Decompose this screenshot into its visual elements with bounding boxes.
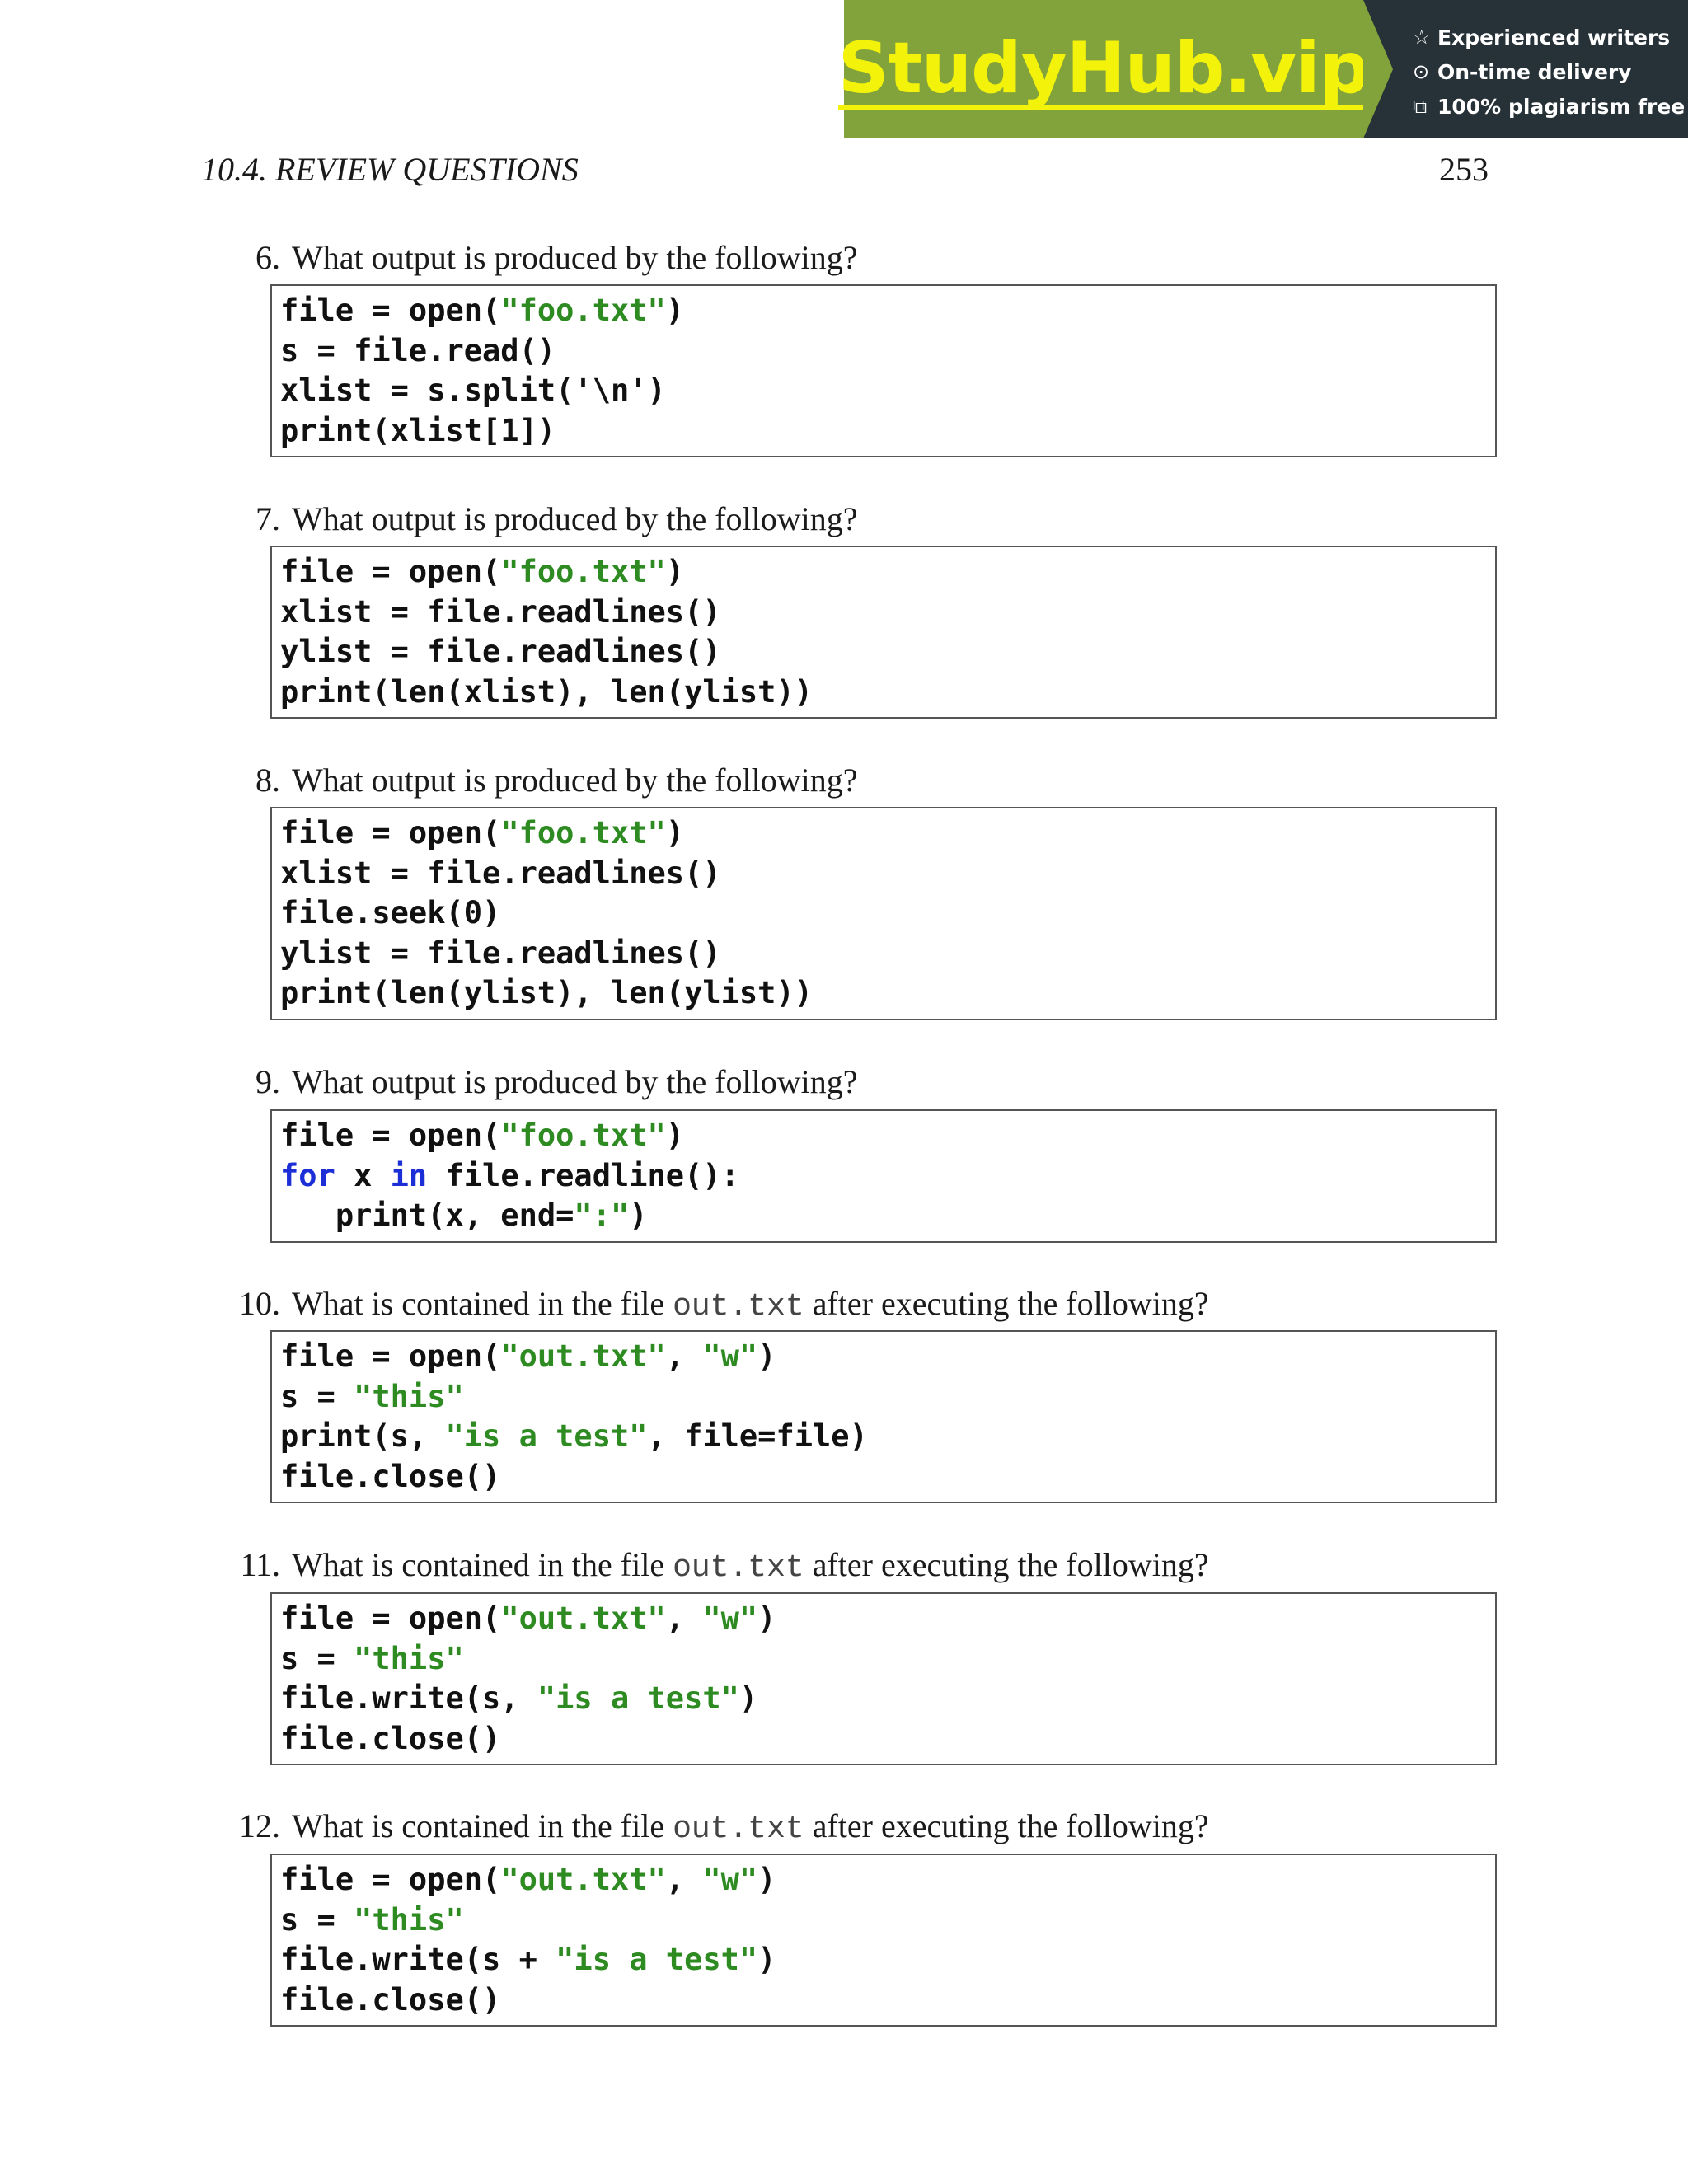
code-line: print(len(ylist), len(ylist)): [280, 975, 814, 1010]
code-block: [270, 546, 1497, 719]
page-number: 253: [1439, 151, 1489, 188]
code-line: xlist = s.split('\n'): [280, 373, 666, 408]
question-11-prompt: [206, 1544, 1525, 1589]
code-line: ylist = file.readlines(): [280, 935, 721, 971]
question-text: What output is produced by the following?: [292, 1063, 858, 1100]
question-text: after executing the following?: [804, 1285, 1209, 1322]
code-line: file = open("out.txt", "w"): [280, 1601, 776, 1636]
question-number: 8.: [256, 762, 280, 799]
code-line: ylist = file.readlines(): [280, 634, 721, 669]
question-text: after executing the following?: [804, 1546, 1209, 1583]
question-8-prompt: [206, 760, 1525, 801]
section-title: 10.4. REVIEW QUESTIONS: [201, 151, 579, 188]
code-block: [270, 1330, 1497, 1503]
code-line: print(x, end=":"): [280, 1197, 648, 1233]
question-text: What is contained in the file: [292, 1285, 673, 1322]
question-text: What output is produced by the following?: [292, 762, 858, 799]
code-line: file = open("foo.txt"): [280, 554, 685, 589]
studyhub-banner[interactable]: [837, 0, 1688, 138]
question-text: What is contained in the file: [292, 1546, 673, 1583]
code-line: print(len(xlist), len(ylist)): [280, 673, 814, 710]
code-line: s = file.read(): [280, 332, 556, 368]
question-text: after executing the following?: [804, 1807, 1209, 1844]
code-block: [270, 807, 1497, 1020]
question-number: 12.: [239, 1807, 280, 1844]
feature-label: 100% plagiarism free: [1437, 94, 1686, 119]
brand-logo-area[interactable]: [837, 0, 1370, 138]
code-line: file = open("out.txt", "w"): [280, 1338, 776, 1374]
code-line: file.close(): [280, 1458, 501, 1494]
filename: out.txt: [673, 1811, 804, 1847]
code-line: for x in file.readline():: [280, 1157, 739, 1193]
keyword: for: [280, 1157, 335, 1193]
code-line: file = open("foo.txt"): [280, 293, 685, 328]
brand-logo[interactable]: StudyHub.vip: [837, 27, 1370, 110]
copy-icon: ⧉: [1413, 95, 1428, 118]
string-literal: "foo.txt": [500, 815, 666, 851]
keyword: in: [390, 1157, 428, 1193]
string-literal: "foo.txt": [500, 293, 666, 328]
string-literal: "w": [702, 1338, 758, 1374]
question-12-prompt: [206, 1806, 1525, 1850]
clock-icon: ⊙: [1413, 60, 1430, 83]
string-literal: "out.txt": [500, 1338, 666, 1374]
feature-label: Experienced writers: [1437, 25, 1671, 49]
code-line: file.close(): [280, 1720, 501, 1756]
question-number: 10.: [239, 1285, 280, 1322]
code-line: file = open("foo.txt"): [280, 815, 685, 851]
string-literal: "this": [354, 1901, 464, 1938]
question-6-prompt: [206, 237, 1525, 279]
code-line: print(s, "is a test", file=file): [280, 1418, 868, 1454]
feature-list: [1363, 0, 1688, 138]
string-literal: "this": [354, 1640, 464, 1676]
feature-item: [1413, 54, 1688, 89]
code-line: file.write(s, "is a test"): [280, 1680, 758, 1716]
string-literal: ":": [574, 1197, 630, 1233]
feature-label: On-time delivery: [1437, 59, 1632, 84]
code-line: print(xlist[1]): [280, 412, 556, 448]
code-block: [270, 1592, 1497, 1765]
code-block: [270, 1109, 1497, 1243]
question-text: What output is produced by the following?: [292, 239, 858, 276]
question-number: 11.: [240, 1546, 280, 1583]
code-line: file.write(s + "is a test"): [280, 1942, 776, 1977]
code-line: xlist = file.readlines(): [280, 593, 721, 630]
running-header: [201, 150, 1489, 191]
code-line: file = open("foo.txt"): [280, 1118, 685, 1153]
string-literal: "out.txt": [500, 1862, 666, 1897]
string-literal: "is a test": [556, 1942, 758, 1977]
string-literal: "is a test": [445, 1418, 648, 1454]
question-7-prompt: [206, 499, 1525, 540]
code-line: s = "this": [280, 1640, 464, 1676]
code-line: file.close(): [280, 1981, 501, 2018]
filename: out.txt: [673, 1550, 804, 1586]
question-number: 6.: [256, 239, 280, 276]
code-line: s = "this": [280, 1378, 464, 1414]
code-block: [270, 284, 1497, 457]
string-literal: "this": [354, 1378, 464, 1414]
string-literal: "foo.txt": [500, 1118, 666, 1153]
question-number: 7.: [256, 500, 280, 537]
string-literal: "is a test": [537, 1680, 739, 1716]
code-line: xlist = file.readlines(): [280, 855, 721, 891]
question-10-prompt: [206, 1283, 1525, 1328]
code-line: file = open("out.txt", "w"): [280, 1862, 776, 1897]
star-icon: ☆: [1413, 26, 1431, 49]
string-literal: "w": [702, 1601, 758, 1636]
code-line: file.seek(0): [280, 895, 501, 930]
filename: out.txt: [673, 1289, 804, 1324]
question-9-prompt: [206, 1062, 1525, 1103]
question-text: What output is produced by the following?: [292, 500, 858, 537]
string-literal: "w": [702, 1862, 758, 1897]
code-line: s = "this": [280, 1901, 464, 1938]
string-literal: "out.txt": [500, 1601, 666, 1636]
feature-item: [1413, 20, 1688, 54]
feature-item: [1413, 89, 1688, 124]
string-literal: "foo.txt": [500, 554, 666, 589]
question-text: What is contained in the file: [292, 1807, 673, 1844]
question-number: 9.: [256, 1063, 280, 1100]
code-block: [270, 1854, 1497, 2027]
